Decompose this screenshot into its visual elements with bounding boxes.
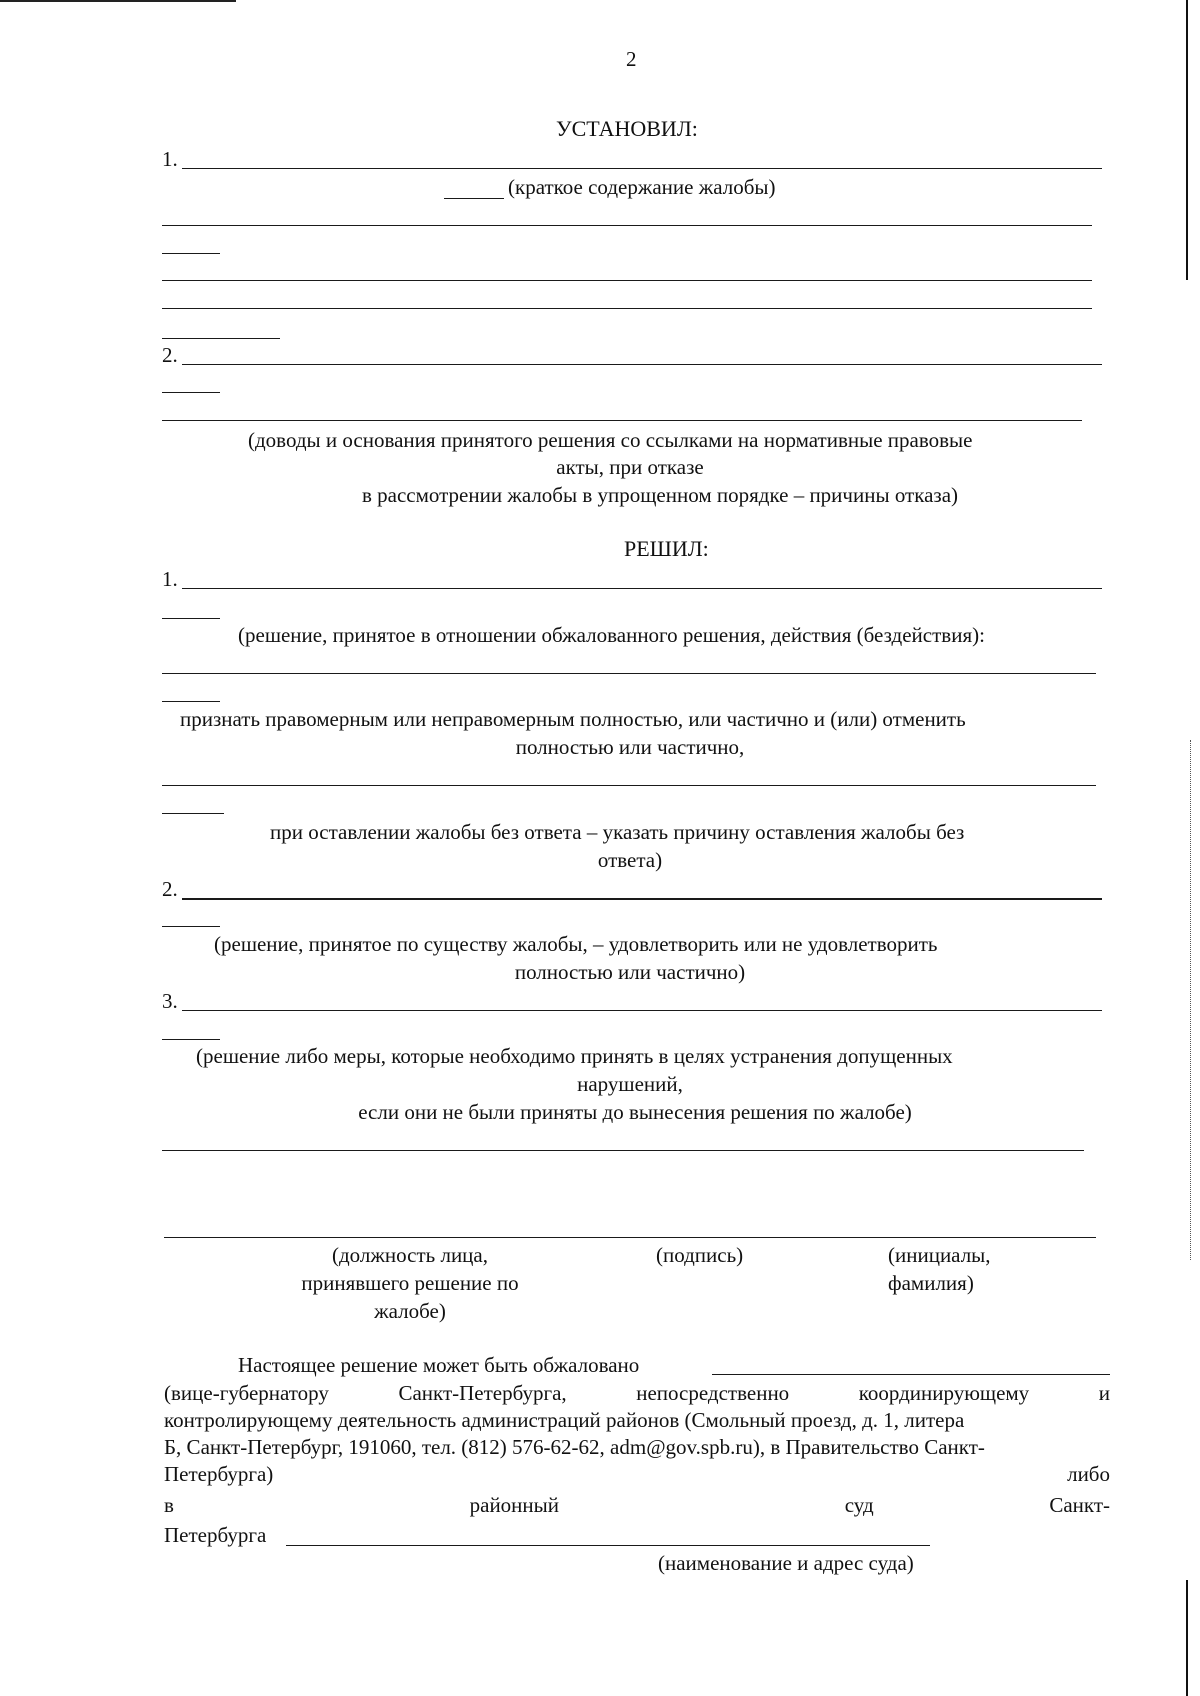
scan-right-edge-top bbox=[1186, 0, 1188, 280]
ustanovil-item2-caption-line1: (доводы и основания принятого решения со ссылками на нормативные правовые bbox=[248, 428, 973, 452]
appeal-line5-right: либо bbox=[1067, 1462, 1110, 1486]
court-name-line bbox=[286, 1545, 930, 1546]
blank-line bbox=[162, 673, 1096, 674]
appeal-line2-word: координирующему bbox=[858, 1381, 1030, 1405]
appeal-line6-word: суд bbox=[844, 1493, 874, 1517]
signature-initials-line1: (инициалы, bbox=[888, 1243, 991, 1267]
reshil-item1-caption-b-line1: признать правомерным или неправомерным полностью, или частично и (или) отменить bbox=[180, 707, 966, 731]
ustanovil-item1-number: 1. bbox=[162, 147, 178, 171]
short-line bbox=[162, 338, 280, 339]
appeal-intro: Настоящее решение может быть обжаловано bbox=[238, 1353, 640, 1377]
appeal-line6 bbox=[164, 1492, 1110, 1518]
court-caption: (наименование и адрес суда) bbox=[658, 1551, 914, 1575]
reshil-item1-line bbox=[182, 588, 1102, 589]
blank-line bbox=[162, 1150, 1084, 1151]
appeal-intro-line bbox=[712, 1374, 1110, 1375]
ustanovil-item2-line bbox=[182, 364, 1102, 365]
short-line bbox=[162, 1039, 220, 1040]
reshil-item1-caption-c-line1: при оставлении жалобы без ответа – указать причину оставления жалобы без bbox=[270, 820, 965, 844]
blank-line bbox=[162, 225, 1092, 226]
ustanovil-item1-caption: (краткое содержание жалобы) bbox=[508, 175, 776, 199]
scan-right-edge-bottom bbox=[1186, 1580, 1188, 1696]
blank-line bbox=[162, 420, 1082, 421]
appeal-line6-word: в bbox=[164, 1493, 174, 1517]
short-line bbox=[162, 813, 224, 814]
short-line bbox=[162, 618, 220, 619]
appeal-line2-word: Санкт-Петербурга, bbox=[398, 1381, 567, 1405]
appeal-line6-word: районный bbox=[469, 1493, 560, 1517]
ustanovil-item2-number: 2. bbox=[162, 343, 178, 367]
reshil-item2-number: 2. bbox=[162, 877, 178, 901]
appeal-line7: Петербурга bbox=[164, 1523, 267, 1547]
ustanovil-heading: УСТАНОВИЛ: bbox=[556, 116, 698, 141]
blank-line bbox=[162, 785, 1096, 786]
short-line bbox=[444, 198, 504, 199]
signature-initials-line2: фамилия) bbox=[888, 1271, 974, 1295]
signature-line bbox=[164, 1237, 1096, 1238]
short-line bbox=[162, 701, 220, 702]
reshil-item3-line bbox=[182, 1010, 1102, 1011]
reshil-item3-caption-line2: нарушений, bbox=[577, 1072, 683, 1096]
appeal-line2-word: непосредственно bbox=[636, 1381, 790, 1405]
page-number: 2 bbox=[626, 47, 637, 71]
appeal-line4: Б, Санкт-Петербург, 191060, тел. (812) 576-62-62, adm@gov.spb.ru), в Правительство Санкт- bbox=[164, 1435, 985, 1459]
reshil-item3-number: 3. bbox=[162, 989, 178, 1013]
appeal-line5-left: Петербурга) bbox=[164, 1462, 274, 1486]
reshil-item3-caption-line1: (решение либо меры, которые необходимо принять в целях устранения допущенных bbox=[196, 1044, 953, 1068]
appeal-line2-word: (вице-губернатору bbox=[164, 1381, 329, 1405]
reshil-item3-caption-line3: если они не были приняты до вынесения решения по жалобе) bbox=[358, 1100, 912, 1124]
ustanovil-item2-caption-line3: в рассмотрении жалобы в упрощенном порядке – причины отказа) bbox=[361, 483, 959, 507]
blank-line bbox=[162, 308, 1092, 309]
appeal-line3: контролирующему деятельность администраций районов (Смольный проезд, д. 1, литера bbox=[164, 1408, 965, 1432]
signature-sign-caption: (подпись) bbox=[656, 1243, 744, 1267]
signature-position-line2: принявшего решение по bbox=[301, 1271, 519, 1295]
scan-right-edge-dots bbox=[1190, 740, 1191, 1260]
reshil-item1-caption-c-line2: ответа) bbox=[597, 848, 663, 872]
ustanovil-item2-caption-line2: акты, при отказе bbox=[556, 455, 704, 479]
ustanovil-item1-line bbox=[182, 168, 1102, 169]
reshil-item2-caption-line1: (решение, принятое по существу жалобы, – удовлетворить или не удовлетворить bbox=[214, 932, 938, 956]
reshil-heading: РЕШИЛ: bbox=[624, 536, 709, 561]
short-line bbox=[162, 253, 220, 254]
reshil-item1-caption-a: (решение, принятое в отношении обжалованного решения, действия (бездействия): bbox=[238, 623, 985, 647]
scan-top-line bbox=[0, 0, 236, 2]
reshil-item2-caption-line2: полностью или частично) bbox=[514, 960, 746, 984]
reshil-item2-line bbox=[182, 898, 1102, 900]
signature-position-line3: жалобе) bbox=[374, 1299, 446, 1323]
short-line bbox=[162, 926, 220, 927]
reshil-item1-caption-b-line2: полностью или частично, bbox=[515, 735, 745, 759]
reshil-item1-number: 1. bbox=[162, 567, 178, 591]
appeal-line2 bbox=[164, 1380, 1110, 1406]
signature-position-line1: (должность лица, bbox=[331, 1243, 488, 1267]
appeal-line2-word: и bbox=[1098, 1381, 1110, 1405]
appeal-line5 bbox=[164, 1461, 1110, 1487]
short-line bbox=[162, 392, 220, 393]
appeal-line6-word: Санкт- bbox=[1049, 1493, 1110, 1517]
blank-line bbox=[162, 280, 1092, 281]
